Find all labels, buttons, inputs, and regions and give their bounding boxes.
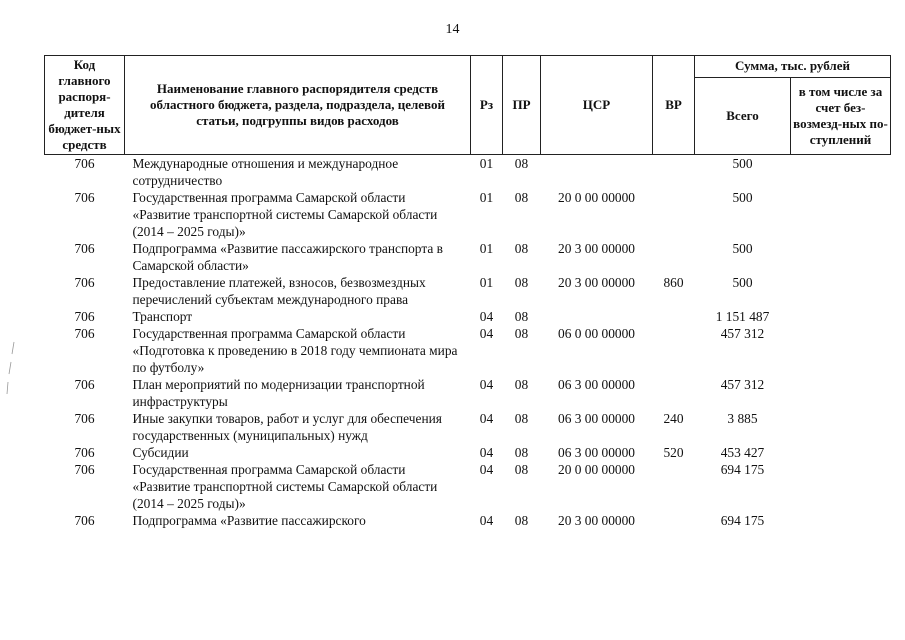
header-rz: Рз	[471, 56, 503, 155]
cell-vr	[653, 189, 695, 240]
cell-vr	[653, 155, 695, 190]
header-code: Код главного распоря-дителя бюджет-ных средств	[45, 56, 125, 155]
cell-free	[791, 444, 891, 461]
cell-rz: 01	[479, 190, 494, 205]
cell-csr: 20 0 00 00000	[558, 462, 635, 477]
cell-rz: 04	[479, 326, 494, 341]
header-name: Наименование главного распорядителя средств областного бюджета, раздела, подраздела, целевой статьи, подгруппы видов расходов	[125, 56, 471, 155]
cell-total: 457 312	[720, 326, 765, 341]
cell-free	[791, 512, 891, 529]
table-row	[45, 274, 891, 308]
cell-vr	[653, 240, 695, 274]
cell-pr: 08	[514, 377, 529, 392]
margin-scribble-mark	[4, 340, 18, 400]
cell-name: Подпрограмма «Развитие пассажирского	[132, 513, 366, 528]
cell-csr: 06 3 00 00000	[558, 411, 635, 426]
header-free: в том числе за счет без-возмезд-ных по-ступлений	[791, 77, 891, 154]
cell-csr: 20 0 00 00000	[558, 190, 635, 205]
cell-rz: 04	[479, 445, 494, 460]
table-row	[45, 376, 891, 410]
table-row	[45, 444, 891, 461]
cell-name: Субсидии	[132, 445, 189, 460]
cell-csr: 20 3 00 00000	[558, 241, 635, 256]
cell-vr	[653, 376, 695, 410]
cell-rz: 01	[479, 241, 494, 256]
cell-rz: 04	[479, 462, 494, 477]
cell-total: 453 427	[720, 445, 765, 460]
header-vr: ВР	[653, 56, 695, 155]
cell-vr	[653, 461, 695, 512]
cell-free	[791, 189, 891, 240]
table-row	[45, 155, 891, 190]
cell-vr	[653, 325, 695, 376]
cell-total: 500	[732, 275, 753, 290]
cell-csr: 06 3 00 00000	[558, 445, 635, 460]
table-row	[45, 461, 891, 512]
header-sum: Сумма, тыс. рублей	[695, 56, 891, 78]
cell-pr: 08	[514, 462, 529, 477]
header-pr: ПР	[503, 56, 541, 155]
cell-total: 694 175	[720, 513, 765, 528]
budget-table	[44, 55, 891, 529]
table-row	[45, 512, 891, 529]
cell-code: 706	[74, 445, 95, 460]
table-row	[45, 240, 891, 274]
cell-total: 457 312	[720, 377, 765, 392]
cell-vr: 520	[663, 445, 684, 460]
cell-total: 500	[732, 241, 753, 256]
cell-free	[791, 410, 891, 444]
cell-vr: 240	[663, 411, 684, 426]
cell-free	[791, 240, 891, 274]
cell-pr: 08	[514, 190, 529, 205]
cell-name: Транспорт	[132, 309, 193, 324]
cell-vr: 860	[663, 275, 684, 290]
cell-csr: 20 3 00 00000	[558, 513, 635, 528]
cell-code: 706	[74, 275, 95, 290]
cell-csr	[541, 308, 653, 325]
cell-name: Предоставление платежей, взносов, безвозмездных перечислений субъектам международного права	[132, 275, 426, 307]
cell-code: 706	[74, 241, 95, 256]
cell-pr: 08	[514, 309, 529, 324]
cell-pr: 08	[514, 513, 529, 528]
cell-total: 3 885	[727, 411, 758, 426]
cell-total: 500	[732, 190, 753, 205]
cell-name: Международные отношения и международное сотрудничество	[132, 156, 399, 188]
cell-pr: 08	[514, 241, 529, 256]
cell-free	[791, 376, 891, 410]
cell-vr	[653, 308, 695, 325]
table-row	[45, 410, 891, 444]
cell-code: 706	[74, 156, 95, 171]
cell-free	[791, 155, 891, 190]
cell-name: Государственная программа Самарской области «Подготовка к проведению в 2018 году чемпионата мира по футболу»	[132, 326, 458, 375]
cell-code: 706	[74, 326, 95, 341]
cell-total: 500	[732, 156, 753, 171]
cell-pr: 08	[514, 156, 529, 171]
cell-pr: 08	[514, 326, 529, 341]
cell-free	[791, 461, 891, 512]
cell-csr	[541, 155, 653, 190]
cell-csr: 06 0 00 00000	[558, 326, 635, 341]
cell-pr: 08	[514, 411, 529, 426]
cell-name: Государственная программа Самарской области «Развитие транспортной системы Самарской области (2014 – 2025 годы)»	[132, 462, 438, 511]
cell-code: 706	[74, 377, 95, 392]
cell-name: Государственная программа Самарской области «Развитие транспортной системы Самарской области (2014 – 2025 годы)»	[132, 190, 438, 239]
cell-vr	[653, 512, 695, 529]
cell-code: 706	[74, 513, 95, 528]
page-number: 14	[445, 22, 460, 37]
cell-name: Иные закупки товаров, работ и услуг для обеспечения государственных (муниципальных) нужд	[132, 411, 442, 443]
cell-name: План мероприятий по модернизации транспортной инфраструктуры	[132, 377, 425, 409]
cell-free	[791, 325, 891, 376]
cell-rz: 01	[479, 156, 494, 171]
cell-rz: 04	[479, 513, 494, 528]
cell-total: 694 175	[720, 462, 765, 477]
cell-pr: 08	[514, 445, 529, 460]
table-body	[45, 155, 891, 530]
cell-rz: 01	[479, 275, 494, 290]
cell-pr: 08	[514, 275, 529, 290]
cell-free	[791, 308, 891, 325]
header-row	[45, 56, 891, 78]
cell-rz: 04	[479, 309, 494, 324]
cell-code: 706	[74, 411, 95, 426]
table-row	[45, 308, 891, 325]
cell-total: 1 151 487	[715, 309, 770, 324]
cell-rz: 04	[479, 377, 494, 392]
cell-code: 706	[74, 462, 95, 477]
cell-csr: 06 3 00 00000	[558, 377, 635, 392]
cell-name: Подпрограмма «Развитие пассажирского транспорта в Самарской области»	[132, 241, 443, 273]
cell-rz: 04	[479, 411, 494, 426]
header-csr: ЦСР	[541, 56, 653, 155]
table-row	[45, 325, 891, 376]
cell-code: 706	[74, 309, 95, 324]
table-row	[45, 189, 891, 240]
header-total: Всего	[695, 77, 791, 154]
cell-code: 706	[74, 190, 95, 205]
cell-free	[791, 274, 891, 308]
cell-csr: 20 3 00 00000	[558, 275, 635, 290]
